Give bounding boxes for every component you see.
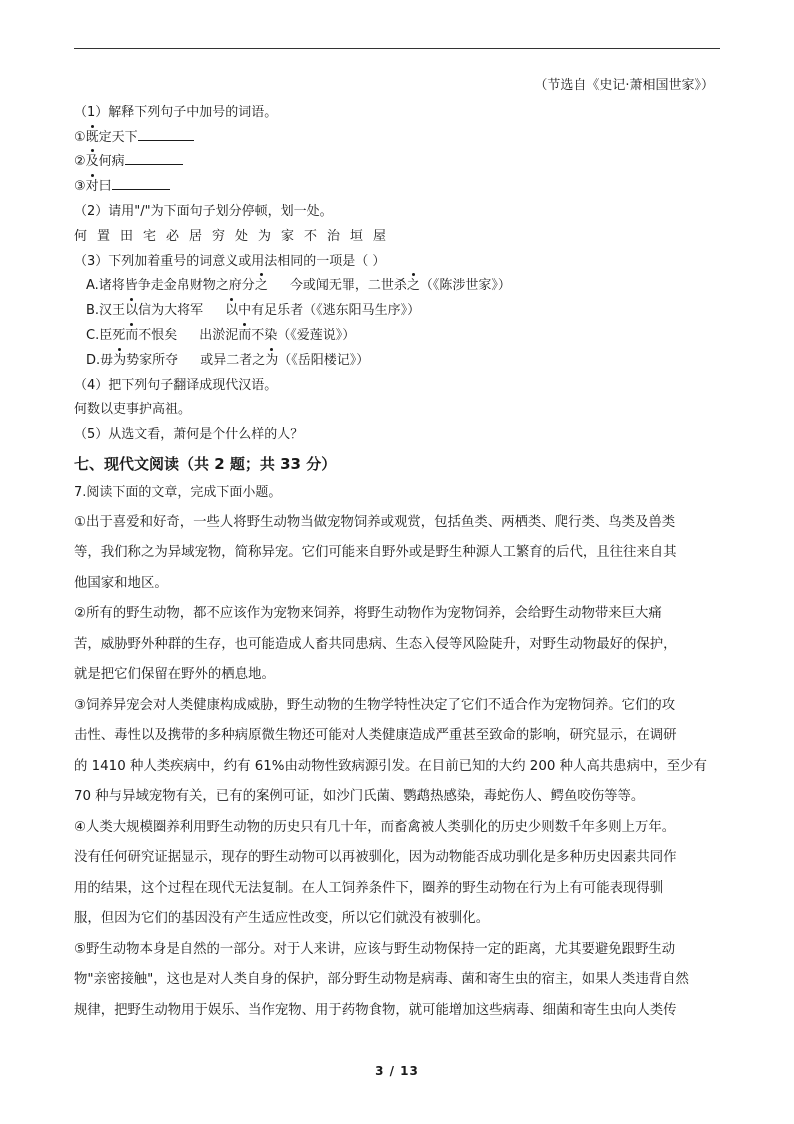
q1-item-text: 曰 xyxy=(98,179,112,195)
option-text: 信为大将军 xyxy=(138,303,204,319)
option-text: 不恨矣 xyxy=(138,327,178,343)
paragraph-line: 服，但因为它们的基因没有产生适应性改变，所以它们就没有被驯化。 xyxy=(74,911,490,927)
page-content xyxy=(74,74,720,1026)
q3-option-c[interactable] xyxy=(74,324,720,349)
paragraph-line: ④人类大规模圈养利用野生动物的历史只有几十年，而畜禽被人类驯化的历史少则数千年多则上万年。 xyxy=(74,819,676,835)
q3-option-d[interactable] xyxy=(74,349,720,374)
option-source: 不染（《爱莲说》） xyxy=(251,327,356,343)
q1-item xyxy=(74,175,720,200)
article-paragraph-2 xyxy=(74,599,720,691)
paragraph-line: ③饲养异宠会对人类健康构成威胁，野生动物的生物学特性决定了它们不适合作为宠物饲养。它们的攻 xyxy=(74,697,676,713)
article-paragraph-5 xyxy=(74,935,720,1027)
header-rule xyxy=(74,48,720,49)
q1-item-text: 定天下 xyxy=(98,129,138,145)
paragraph-line: ①出于喜爱和好奇，一些人将野生动物当做宠物饲养或观赏，包括鱼类、两栖类、爬行类、鸟类及兽类 xyxy=(74,514,676,530)
q3-option-a[interactable] xyxy=(74,274,720,299)
answer-blank[interactable] xyxy=(125,150,183,165)
emphasis-word: 及 xyxy=(86,150,99,175)
emphasis-word: 为 xyxy=(113,349,126,374)
q1-prompt: （1）解释下列句子中加号的词语。 xyxy=(74,104,278,120)
emphasis-word: 为 xyxy=(265,349,278,374)
paragraph-line: 没有任何研究证据显示，现存的野生动物可以再被驯化，因为动物能否成功驯化是多种历史因素共同作 xyxy=(74,850,677,866)
option-text: D.毋 xyxy=(86,352,114,368)
paragraph-line: 击性、毒性以及携带的多种病原微生物还可能对人类健康造成严重甚至致命的影响，研究显示，在调研 xyxy=(74,728,677,744)
q2-prompt: （2）请用"/"为下面句子划分停顿，划一处。 xyxy=(74,203,333,219)
paragraph-line: 苦，威胁野外种群的生存，也可能造成人畜共同患病、生态入侵等风险陡升，对野生动物最好的保护， xyxy=(74,636,677,652)
q1-item-num: ③ xyxy=(74,179,86,195)
paragraph-line: 他国家和地区。 xyxy=(74,575,168,591)
option-text: B.汉王 xyxy=(86,303,126,319)
option-source: （《岳阳楼记》） xyxy=(278,352,370,368)
q4-prompt: （4）把下列句子翻译成现代汉语。 xyxy=(74,377,278,393)
paragraph-line: 70 种与异域宠物有关，已有的案例可证，如沙门氏菌、鹦鹉热感染，毒蛇伤人、鳄鱼咬伤等等。 xyxy=(74,789,645,805)
q2-sentence: 何置田宅必居穷处为家不治垣屋 xyxy=(74,228,397,244)
answer-blank[interactable] xyxy=(138,126,194,141)
option-source: （《陈涉世家》） xyxy=(419,278,511,294)
option-text: 今或闻无罪，二世杀 xyxy=(289,278,407,294)
article-paragraph-3 xyxy=(74,691,720,813)
article-paragraph-4 xyxy=(74,813,720,935)
article-paragraph-1 xyxy=(74,508,720,600)
option-text: 出淤泥 xyxy=(199,327,239,343)
section-title: 七、现代文阅读（共 2 题；共 33 分） xyxy=(74,454,337,473)
option-text: 势家所夺 xyxy=(126,352,179,368)
emphasis-word: 以 xyxy=(225,299,238,324)
q1-item-text: 何病 xyxy=(98,154,125,170)
q4-sentence: 何数以吏事护高祖。 xyxy=(74,402,192,418)
q1-item xyxy=(74,150,720,175)
option-text: 或异二者之 xyxy=(200,352,266,368)
q3-prompt: （3）下列加着重号的词意义或用法相同的一项是（ ） xyxy=(74,253,386,269)
emphasis-word: 对 xyxy=(86,175,99,200)
emphasis-word: 而 xyxy=(238,324,251,349)
emphasis-word: 既 xyxy=(86,126,99,151)
paragraph-line: 用的结果，这个过程在现代无法复制。在人工饲养条件下，圈养的野生动物在行为上有可能表现得驯 xyxy=(74,880,664,896)
emphasis-word: 以 xyxy=(125,299,138,324)
paragraph-line: 等，我们称之为异域宠物，简称异宠。它们可能来自野外或是野生种源人工繁育的后代，且往往来自其 xyxy=(74,545,677,561)
paragraph-line: ⑤野生动物本身是自然的一部分。对于人来讲，应该与野生动物保持一定的距离，尤其要避免跟野生动 xyxy=(74,941,676,957)
paragraph-line: 物"亲密接触"，这也是对人类自身的保护，部分野生动物是病毒、菌和寄生虫的宿主，如果人类违背自然 xyxy=(74,972,689,988)
q7-intro: 7.阅读下面的文章，完成下面小题。 xyxy=(74,484,282,500)
emphasis-word: 之 xyxy=(255,274,268,299)
option-source: 中有足乐者（《逃东阳马生序》） xyxy=(238,303,421,319)
option-text: C.臣死 xyxy=(86,327,126,343)
emphasis-word: 之 xyxy=(407,274,420,299)
paragraph-line: ②所有的野生动物，都不应该作为宠物来饲养，将野生动物作为宠物饲养，会给野生动物带来巨大痛 xyxy=(74,606,662,622)
source-note: （节选自《史记·萧相国世家》） xyxy=(534,78,714,93)
page-number: 3 / 13 xyxy=(375,1064,419,1078)
q5-prompt: （5）从选文看，萧何是个什么样的人？ xyxy=(74,427,304,443)
emphasis-word: 而 xyxy=(125,324,138,349)
paragraph-line: 就是把它们保留在野外的栖息地。 xyxy=(74,667,275,683)
q3-option-b[interactable] xyxy=(74,299,720,324)
q1-item-num: ① xyxy=(74,129,86,145)
option-text: A.诸将皆争走金帛财物之府分 xyxy=(86,278,255,294)
paragraph-line: 规律，把野生动物用于娱乐、当作宠物、用于药物食物，就可能增加这些病毒、细菌和寄生虫向人类传 xyxy=(74,1002,677,1018)
q1-item xyxy=(74,126,720,151)
answer-blank[interactable] xyxy=(112,175,170,190)
paragraph-line: 的 1410 种人类疾病中，约有 61%由动物性致病源引发。在目前已知的大约 200 种人高共患病中，至少有 xyxy=(74,758,707,774)
q1-item-num: ② xyxy=(74,154,86,170)
